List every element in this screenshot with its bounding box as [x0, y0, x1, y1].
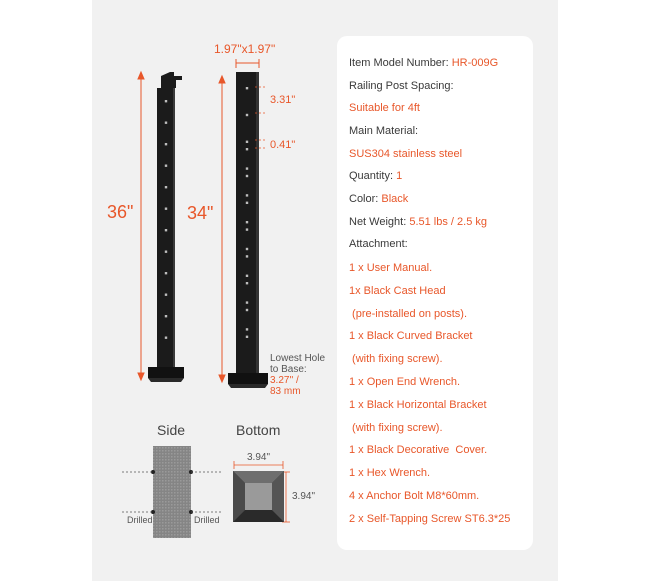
post-hole [246, 328, 248, 330]
post-hole [165, 208, 167, 210]
post-hole [165, 251, 167, 253]
post-hole [165, 337, 167, 339]
post-hole [246, 336, 248, 338]
post-hole [165, 165, 167, 167]
net-weight: Net Weight: 5.51 lbs / 2.5 kg [349, 216, 488, 228]
spacing-value: Suitable for 4ft [349, 102, 420, 114]
drilled-label-right: Drilled [194, 515, 220, 525]
post-hole [246, 275, 248, 277]
post-hole [246, 148, 248, 150]
post-hole [246, 255, 248, 257]
post-hole [165, 186, 167, 188]
post-hole [246, 141, 248, 143]
post-height-arrow [219, 76, 225, 382]
lowest-hole-value: 3.27'' / 83 mm [270, 375, 301, 397]
post-hole [165, 143, 167, 145]
model-number: Item Model Number: HR-009G [349, 57, 499, 69]
cross-section-label: 1.97"x1.97" [214, 42, 276, 56]
attachment-item: 1 x Black Horizontal Bracket [349, 398, 487, 411]
side-view-title: Side [157, 422, 186, 438]
quantity: Quantity: 1 [349, 170, 403, 182]
spacing-label: Railing Post Spacing: [349, 80, 454, 92]
lowest-hole-label: Lowest Hole to Base: [270, 353, 326, 375]
post-height-label: 34" [187, 203, 214, 223]
post-hole [246, 301, 248, 303]
post-hole [246, 114, 248, 116]
bottom-view [233, 461, 290, 522]
attachment-item: (with fixing screw). [349, 353, 443, 366]
post-hole [246, 202, 248, 204]
attachment-label: Attachment: [349, 238, 408, 250]
attachment-item: 1 x User Manual. [349, 262, 433, 274]
post-hole [246, 175, 248, 177]
attachment-item: 1x Black Cast Head [349, 284, 446, 297]
attachment-item: 1 x Black Curved Bracket [349, 330, 473, 343]
post-hole [165, 100, 167, 102]
bottom-view-title: Bottom [236, 422, 281, 438]
post-hole [246, 309, 248, 311]
material-label: Main Material: [349, 125, 419, 137]
color: Color: Black [349, 193, 409, 205]
post-hole [246, 87, 248, 89]
attachment-item: (pre-installed on posts). [349, 307, 467, 320]
hole-spacing-top-label: 3.31" [270, 94, 296, 106]
attachment-item: 1 x Open End Wrench. [349, 376, 461, 388]
post-hole [165, 294, 167, 296]
attachment-item: 1 x Black Decorative Cover. [349, 444, 488, 457]
post-hole [165, 272, 167, 274]
post-hole [246, 282, 248, 284]
post-hole [246, 194, 248, 196]
hole-spacing-label: 0.41" [270, 139, 296, 151]
attachment-item: 2 x Self-Tapping Screw ST6.3*25 [349, 512, 511, 525]
attachment-item: (with fixing screw). [349, 421, 443, 434]
post-hole [246, 248, 248, 250]
post-hole [165, 229, 167, 231]
post-hole [246, 167, 248, 169]
post-hole [165, 315, 167, 317]
post-hole [165, 122, 167, 124]
overall-height-label: 36" [107, 202, 134, 222]
post-with-cast-head [148, 72, 184, 382]
overall-height-arrow [138, 72, 144, 380]
post-hole [246, 221, 248, 223]
drilled-label-left: Drilled [127, 515, 153, 525]
post-hole [246, 228, 248, 230]
attachment-item: 1 x Hex Wrench. [349, 467, 431, 480]
base-depth-label: 3.94" [292, 491, 316, 502]
material-value: SUS304 stainless steel [349, 148, 463, 160]
attachment-item: 4 x Anchor Bolt M8*60mm. [349, 490, 480, 502]
cross-section-arrow [236, 59, 259, 68]
base-width-label: 3.94" [247, 452, 271, 463]
